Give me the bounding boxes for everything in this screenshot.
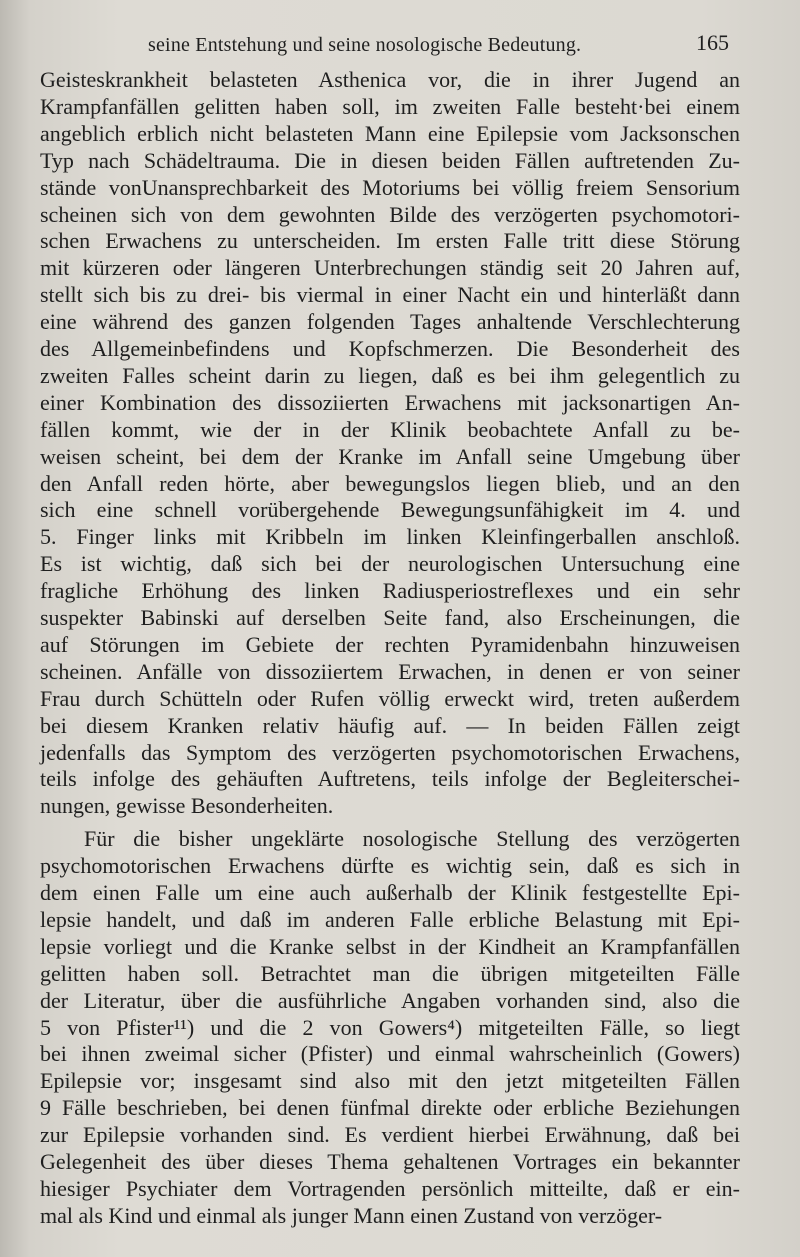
- text-line: suspekter Babinski auf derselben Seite fand, also Erscheinungen, die: [40, 605, 740, 630]
- text-line: zur Epilepsie vorhanden sind. Es verdient hierbei Erwähnung, daß bei: [40, 1122, 740, 1148]
- running-title: seine Entstehung und seine nosologische Bedeutung.: [148, 34, 582, 56]
- text-line: auf Störungen im Gebiete der rechten Pyramidenbahn hinzuweisen: [40, 631, 740, 657]
- text-line: der Literatur, über die ausführliche Angaben vorhanden sind, also die: [40, 987, 740, 1013]
- text-line: Gelegenheit des über dieses Thema gehaltenen Vortrages ein bekannter: [40, 1149, 740, 1174]
- text-line: mit kürzeren oder längeren Unterbrechungen ständig seit 20 Jahren auf,: [40, 255, 740, 281]
- text-line: angeblich erblich nicht belasteten Mann eine Epilepsie vom Jacksonschen: [40, 120, 740, 146]
- text-line: einer Kombination des dissoziierten Erwachens mit jacksonartigen An-: [40, 389, 740, 415]
- text-line: bei diesem Kranken relativ häufig auf. — In beiden Fällen zeigt: [40, 712, 740, 738]
- text-line: jedenfalls das Symptom des verzögerten psychomotorischen Erwachens,: [40, 739, 740, 765]
- text-line: 5 von Pfister¹¹) und die 2 von Gowers⁴) mitgeteilten Fälle, so liegt: [40, 1014, 740, 1040]
- text-line: mal als Kind und einmal als junger Mann einen Zustand von verzöger-: [40, 1202, 663, 1228]
- text-line: bei ihnen zweimal sicher (Pfister) und einmal wahrscheinlich (Gowers): [40, 1041, 740, 1067]
- text-line: stellt sich bis zu drei- bis viermal in einer Nacht ein und hinterläßt dann: [40, 282, 740, 308]
- text-line: scheinen. Anfälle von dissoziiertem Erwachen, in denen er von seiner: [40, 658, 740, 684]
- text-line: den Anfall reden hörte, aber bewegungslos liegen blieb, und an den: [40, 470, 740, 496]
- text-line: des Allgemeinbefindens und Kopfschmerzen. Die Besonderheit des: [40, 336, 740, 361]
- text-line: scheinen sich von dem gewohnten Bilde des verzögerten psychomotori-: [40, 201, 740, 227]
- text-line: teils infolge des gehäuften Auftretens, teils infolge der Begleiterschei-: [40, 766, 740, 792]
- text-line: Typ nach Schädeltrauma. Die in diesen beiden Fällen auftretenden Zu-: [40, 147, 740, 173]
- text-line: Epilepsie vor; insgesamt sind also mit den jetzt mitgeteilten Fällen: [40, 1068, 740, 1094]
- text-line: fällen kommt, wie der in der Klinik beobachtete Anfall zu be-: [40, 416, 740, 442]
- text-line: psychomotorischen Erwachens dürfte es wichtig sein, daß es sich in: [40, 853, 740, 879]
- text-line: dem einen Falle um eine auch außerhalb der Klinik festgestellte Epi-: [40, 880, 740, 905]
- page-number: 165: [696, 30, 729, 55]
- text-line: hiesiger Psychiater dem Vortragenden persönlich mitteilte, daß er ein-: [40, 1175, 740, 1201]
- text-line: weisen scheint, bei dem der Kranke im Anfall seine Umgebung über: [40, 443, 740, 469]
- text-line: 9 Fälle beschrieben, bei denen fünfmal direkte oder erbliche Beziehungen: [40, 1095, 740, 1121]
- text-line: eine während des ganzen folgenden Tages anhaltende Verschlechterung: [40, 309, 740, 335]
- text-line: fragliche Erhöhung des linken Radiusperiostreflexes und ein sehr: [40, 578, 740, 604]
- running-header: [0, 28, 800, 60]
- text-line: Frau durch Schütteln oder Rufen völlig erweckt wird, treten außerdem: [40, 685, 740, 711]
- text-line: Geisteskrankheit belasteten Asthenica vor, die in ihrer Jugend an: [40, 67, 740, 92]
- text-line: Krampfanfällen gelitten haben soll, im zweiten Falle besteht·bei einem: [40, 93, 740, 119]
- text-line: Es ist wichtig, daß sich bei der neurologischen Untersuchung eine: [40, 551, 740, 577]
- text-line: gelitten haben soll. Betrachtet man die übrigen mitgeteilten Fälle: [40, 960, 740, 986]
- text-line: lepsie vorliegt und die Kranke selbst in der Kindheit an Krampfanfällen: [40, 933, 740, 959]
- text-line: sich eine schnell vorübergehende Bewegungsunfähigkeit im 4. und: [40, 497, 740, 523]
- text-line: 5. Finger links mit Kribbeln im linken Kleinfingerballen anschloß.: [40, 524, 740, 550]
- text-line: stände vonUnansprechbarkeit des Motoriums bei völlig freiem Sensorium: [40, 174, 740, 200]
- text-line: nungen, gewisse Besonderheiten.: [40, 793, 334, 819]
- text-line: schen Erwachens zu unterscheiden. Im ersten Falle tritt diese Störung: [40, 228, 740, 254]
- text-line: zweiten Falles scheint darin zu liegen, daß es bei ihm gelegentlich zu: [40, 362, 740, 388]
- text-line: Für die bisher ungeklärte nosologische Stellung des verzögerten: [84, 826, 740, 852]
- text-line: lepsie handelt, und daß im anderen Falle erbliche Belastung mit Epi-: [40, 906, 740, 932]
